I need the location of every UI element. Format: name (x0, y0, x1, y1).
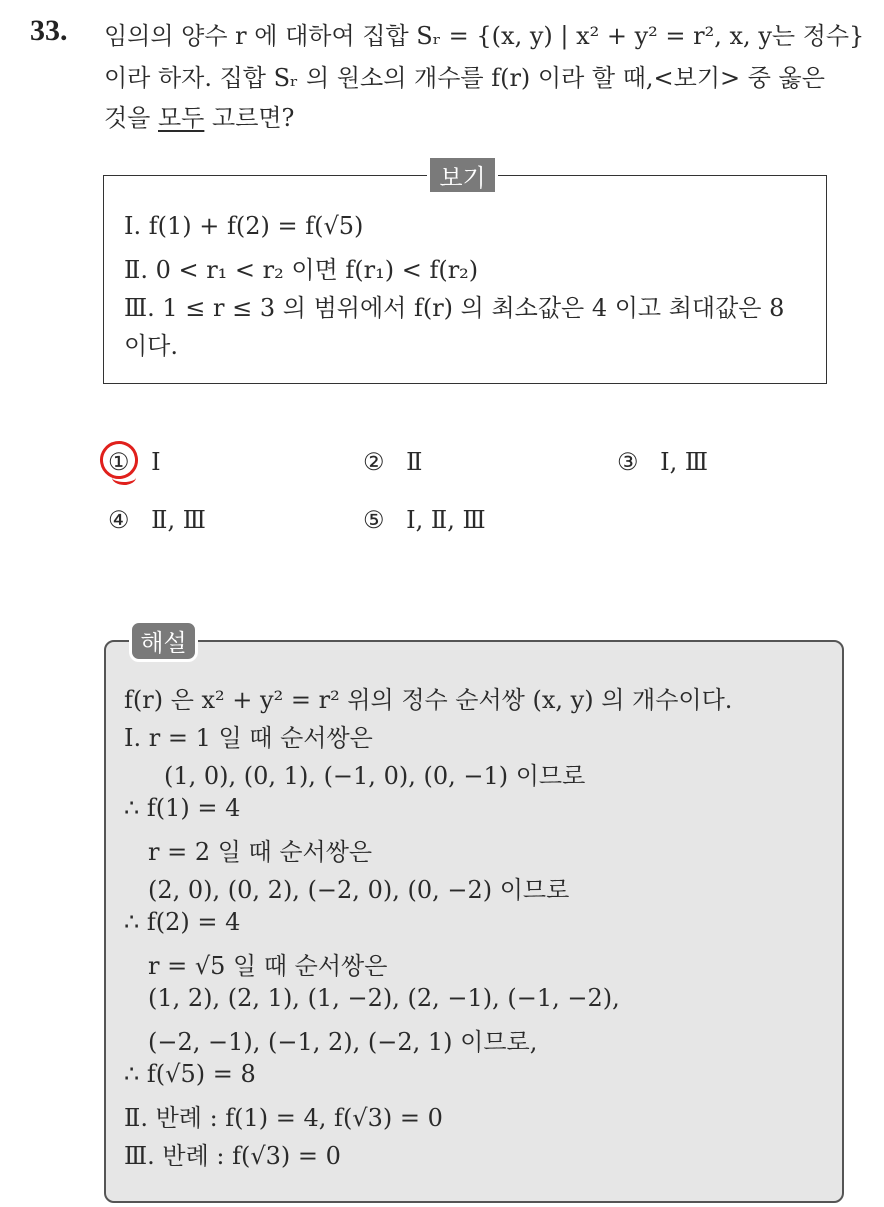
choice-2[interactable] (363, 448, 422, 476)
choice-5[interactable] (363, 506, 486, 534)
choice-1-text: Ⅰ (151, 448, 161, 476)
choice-3-number: ③ (617, 448, 639, 476)
solution-line-13: Ⅲ. 반례 : f(√3) = 0 (124, 1142, 341, 1170)
choice-4-text: Ⅱ, Ⅲ (151, 506, 206, 534)
choice-4[interactable] (108, 506, 206, 534)
solution-line-8: r = √5 일 때 순서쌍은 (148, 952, 388, 980)
question-line-3-prefix: 것을 (104, 104, 158, 132)
bogi-tag: 보기 (427, 155, 498, 195)
choice-5-number: ⑤ (363, 506, 385, 534)
solution-line-1: f(r) 은 x² + y² = r² 위의 정수 순서쌍 (x, y) 의 개수이다. (124, 686, 733, 714)
choice-5-text: Ⅰ, Ⅱ, Ⅲ (406, 506, 486, 534)
solution-line-12: Ⅱ. 반례 : f(1) = 4, f(√3) = 0 (124, 1104, 443, 1132)
bogi-item-3-cont: 이다. (124, 332, 178, 360)
question-line-2: 이라 하자. 집합 Sᵣ 의 원소의 개수를 f(r) 이라 할 때,<보기> 중 옳은 (104, 64, 825, 92)
solution-line-6: (2, 0), (0, 2), (−2, 0), (0, −2) 이므로 (148, 876, 570, 904)
solution-line-11: ∴ f(√5) = 8 (124, 1060, 256, 1088)
solution-line-3: (1, 0), (0, 1), (−1, 0), (0, −1) 이므로 (164, 762, 586, 790)
solution-line-7: ∴ f(2) = 4 (124, 908, 241, 936)
bogi-item-1: Ⅰ. f(1) + f(2) = f(√5) (124, 212, 364, 240)
question-number: 33. (30, 14, 68, 47)
choice-4-number: ④ (108, 506, 130, 534)
question-emphasis-all: 모두 (158, 104, 205, 132)
bogi-item-2: Ⅱ. 0 < r₁ < r₂ 이면 f(r₁) < f(r₂) (124, 256, 479, 284)
choice-2-text: Ⅱ (406, 448, 423, 476)
question-line-1: 임의의 양수 r 에 대하여 집합 Sᵣ = {(x, y) | x² + y² = r², x, y는 정수} (104, 22, 865, 50)
solution-line-9: (1, 2), (2, 1), (1, −2), (2, −1), (−1, −2), (148, 984, 620, 1012)
choice-1-number: ① (108, 448, 130, 476)
choice-2-number: ② (363, 448, 385, 476)
question-line-3-suffix: 고르면? (204, 104, 295, 132)
solution-line-4: ∴ f(1) = 4 (124, 794, 241, 822)
solution-tag: 해설 (129, 620, 198, 662)
solution-line-2: Ⅰ. r = 1 일 때 순서쌍은 (124, 724, 373, 752)
choice-1[interactable] (108, 448, 161, 476)
solution-line-10: (−2, −1), (−1, 2), (−2, 1) 이므로, (148, 1028, 538, 1056)
solution-line-5: r = 2 일 때 순서쌍은 (148, 838, 373, 866)
choice-3[interactable] (617, 448, 708, 476)
question-line-3 (104, 98, 294, 133)
bogi-item-3: Ⅲ. 1 ≤ r ≤ 3 의 범위에서 f(r) 의 최소값은 4 이고 최대값은 8 (124, 294, 785, 322)
choice-3-text: Ⅰ, Ⅲ (660, 448, 709, 476)
